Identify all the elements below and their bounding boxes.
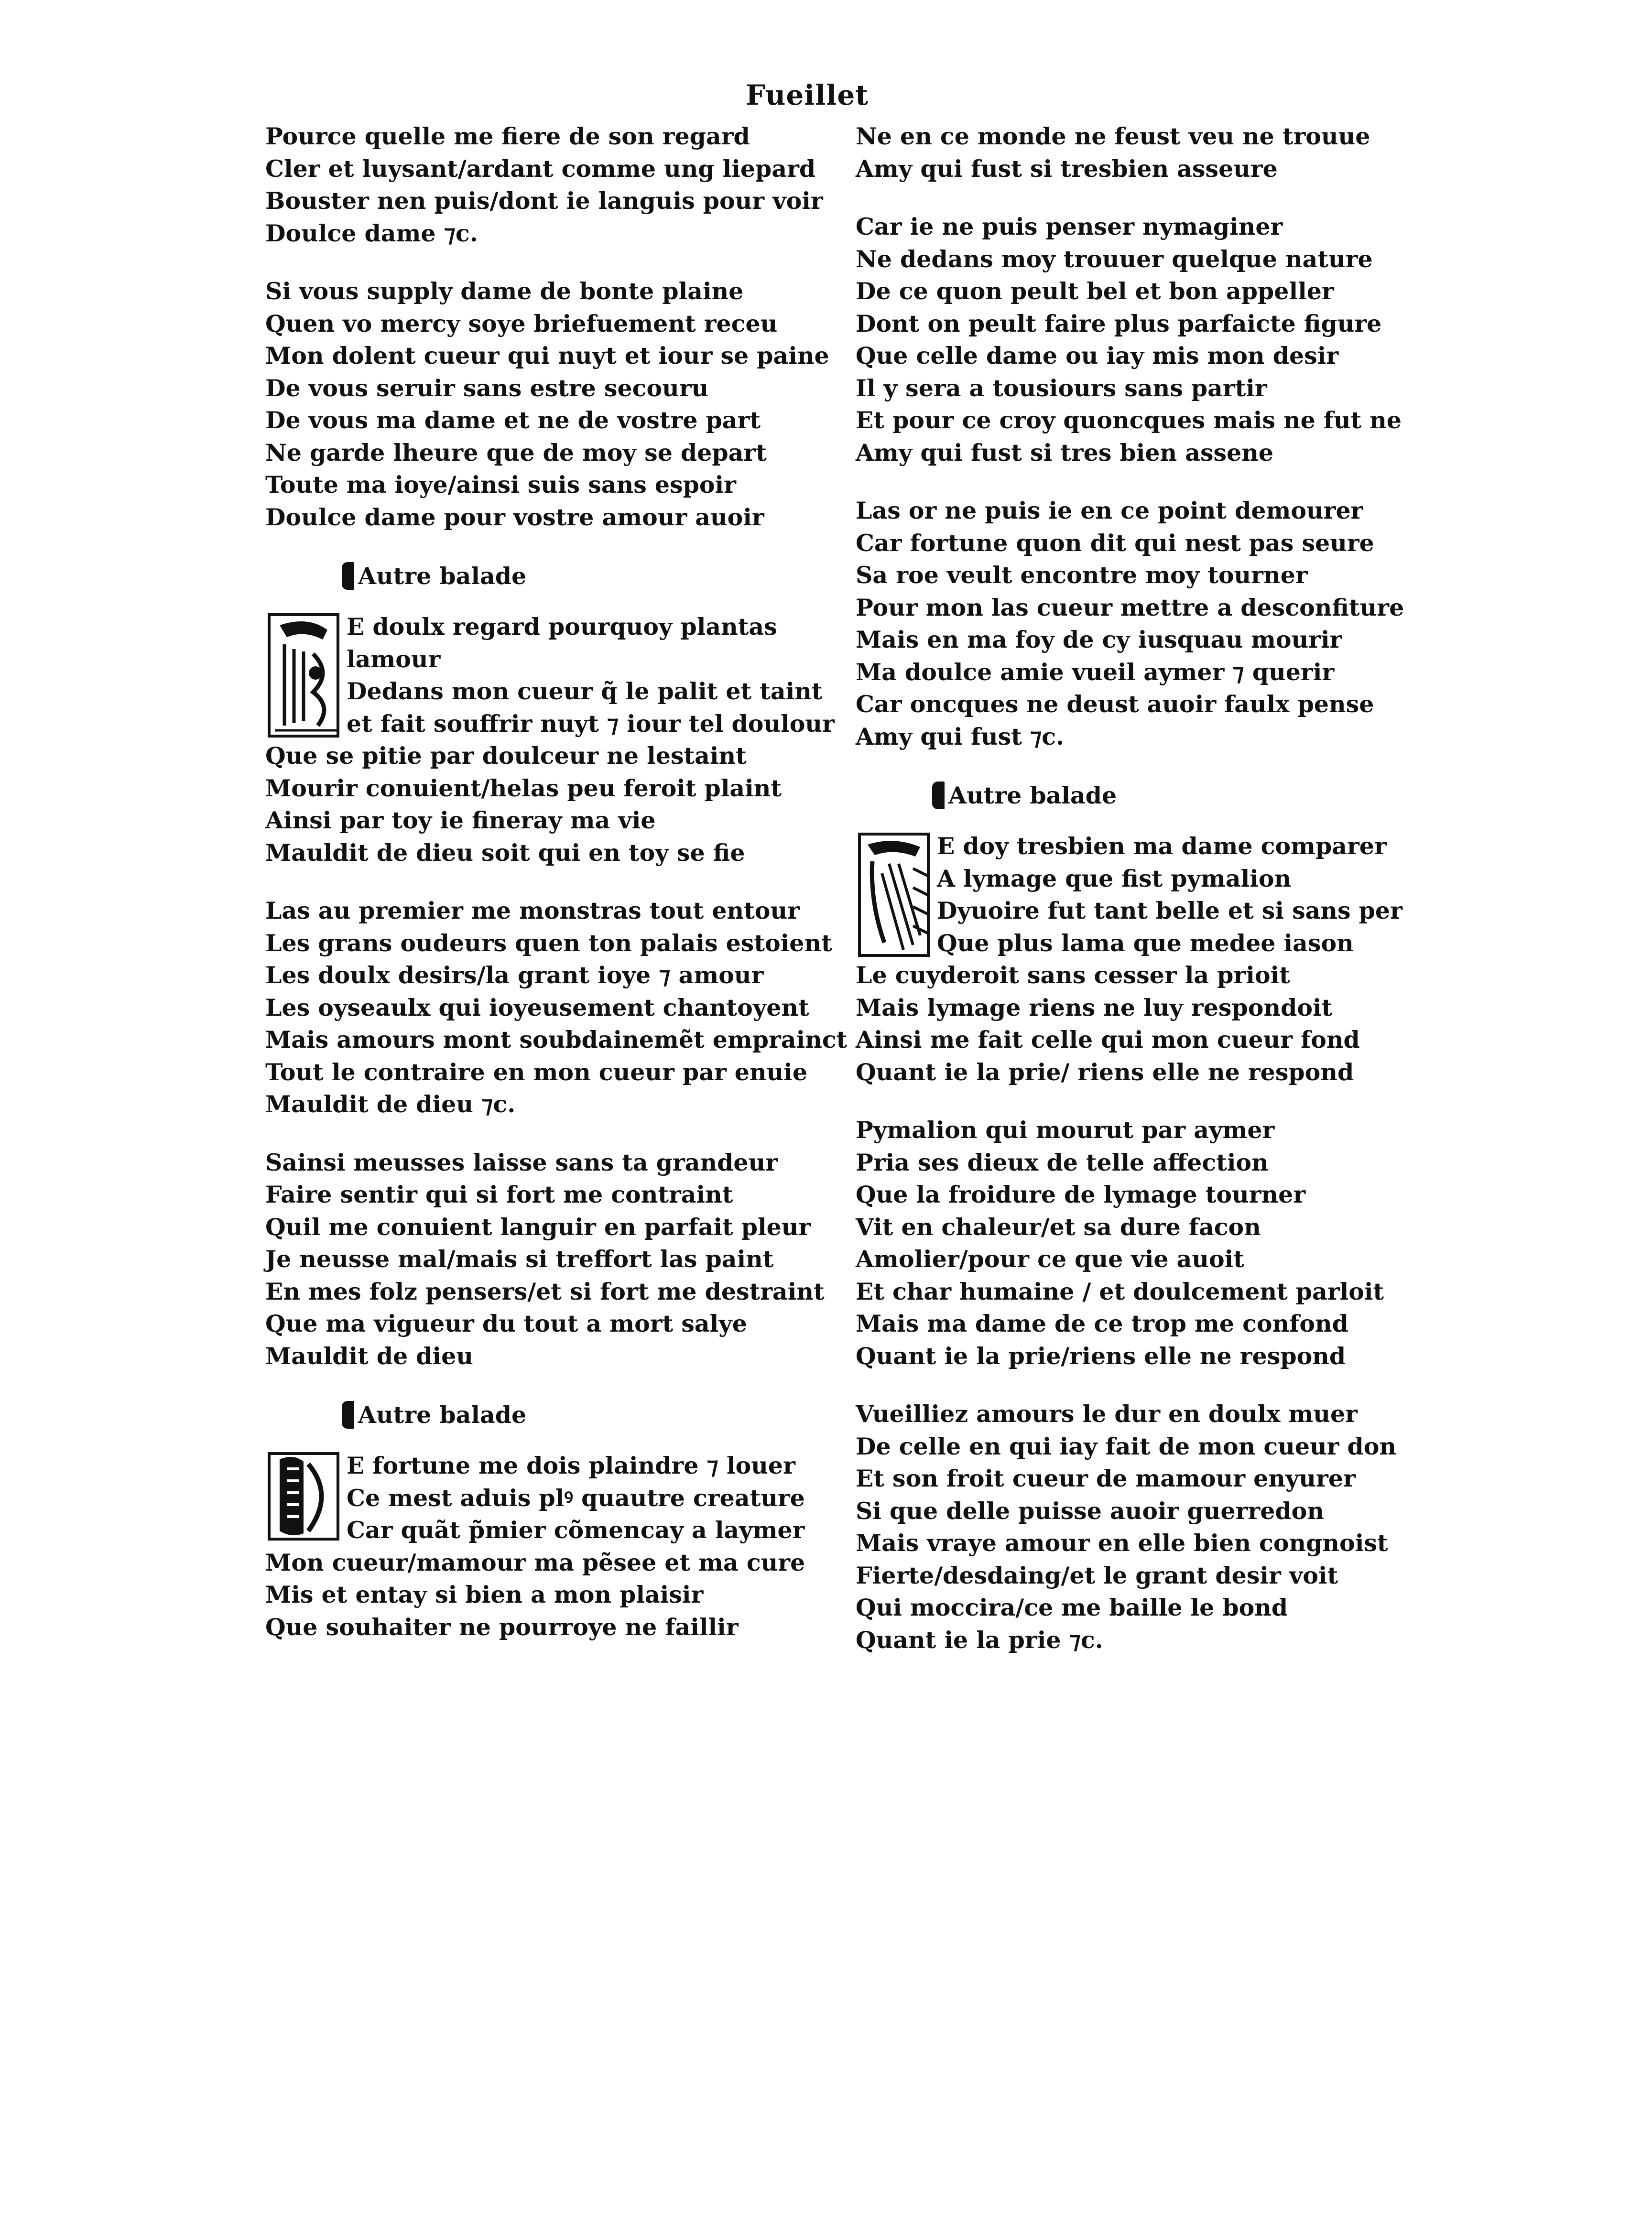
verse-line: Les grans oudeurs quen ton palais estoient — [265, 929, 832, 957]
verse-line: Ainsi me fait celle qui mon cueur fond — [856, 1026, 1360, 1053]
left-ballad-2 — [265, 1450, 829, 1643]
verse-line: Toute ma ioye/ainsi suis sans espoir — [265, 471, 736, 499]
pilcrow-icon — [932, 782, 945, 809]
verse-line: Les doulx desirs/la grant ioye ⁊ amour — [265, 961, 764, 989]
initial-block — [265, 611, 835, 740]
decorated-initial-icon — [265, 1450, 342, 1543]
verse-line: Car ie ne puis penser nymaginer — [856, 213, 1283, 240]
verse-line: Faire sentir qui si fort me contraint — [265, 1181, 733, 1208]
left-stanza-1 — [265, 120, 829, 250]
verse-line: Ma doulce amie vueil aymer ⁊ querir — [856, 658, 1335, 686]
left-stanza-5 — [265, 1147, 829, 1373]
verse-line: E fortune me dois plaindre ⁊ louer — [347, 1452, 795, 1479]
initial-block — [265, 1450, 829, 1547]
verse-line: Les oyseaulx qui ioyeusement chantoyent — [265, 993, 809, 1021]
verse-line: Quant ie la prie ⁊c. — [856, 1626, 1103, 1654]
verse-line: Pour mon las cueur mettre a desconfiture — [856, 593, 1404, 621]
verse-line: Mauldit de dieu soit qui en toy se fie — [265, 838, 745, 867]
verse-line: De celle en qui iay fait de mon cueur don — [856, 1432, 1397, 1460]
verse-line: De vous seruir sans estre secouru — [265, 374, 709, 402]
verse-line: Amy qui fust ⁊c. — [856, 722, 1065, 750]
verse-line: Mourir conuient/helas peu feroit plaint — [265, 774, 782, 802]
verse-line: Sa roe veult encontre moy tourner — [856, 561, 1308, 589]
verse-line: Si que delle puisse auoir guerredon — [856, 1497, 1324, 1525]
verse-line: Quant ie la prie/riens elle ne respond — [856, 1342, 1346, 1370]
right-stanza-1 — [856, 120, 1420, 185]
verse-line: Si vous supply dame de bonte plaine — [265, 277, 744, 305]
pilcrow-icon — [342, 562, 354, 590]
verse-line: En mes folz pensers/et si fort me destraint — [265, 1277, 825, 1305]
initial-block — [856, 830, 1420, 959]
right-stanza-2 — [856, 211, 1420, 469]
verse-line: Mon cueur/mamour ma pẽsee et ma cure — [265, 1548, 805, 1576]
verse-line: Ne garde lheure que de moy se depart — [265, 438, 767, 467]
left-stanza-2 — [265, 275, 829, 533]
verse-line: Pymalion qui mourut par aymer — [856, 1116, 1275, 1144]
verse-line: Mis et entay si bien a mon plaisir — [265, 1581, 704, 1608]
verse-line: Amy qui fust si tresbien asseure — [856, 154, 1278, 183]
verse-line: Mais amours mont soubdainemẽt emprainct — [265, 1026, 848, 1053]
verse-line: Car fortune quon dit qui nest pas seure — [856, 529, 1374, 557]
right-stanza-5 — [856, 1114, 1420, 1372]
right-stanza-3 — [856, 495, 1420, 753]
verse-line: Las or ne puis ie en ce point demourer — [856, 497, 1363, 524]
verse-line: Vueilliez amours le dur en doulx muer — [856, 1400, 1358, 1428]
verse-line: Je neusse mal/mais si treffort las paint — [265, 1245, 774, 1273]
verse-line: Que plus lama que medee iason — [937, 929, 1354, 957]
left-ballad-1 — [265, 611, 835, 869]
verse-line: Amolier/pour ce que vie auoit — [856, 1245, 1244, 1273]
verse-line: Mauldit de dieu — [265, 1342, 473, 1370]
decorated-initial-icon — [856, 830, 932, 959]
verse-line: Doulce dame ⁊c. — [265, 219, 478, 247]
pilcrow-icon — [342, 1401, 354, 1429]
verse-line: Dont on peult faire plus parfaicte figure — [856, 309, 1382, 337]
verse-line: Ce mest aduis plꝰ quautre creature — [347, 1484, 805, 1512]
verse-line: Quen vo mercy soye briefuement receu — [265, 309, 778, 337]
verse-line: Et pour ce croy quoncques mais ne fut ne — [856, 406, 1402, 434]
verse-line: Tout le contraire en mon cueur par enuie — [265, 1058, 808, 1086]
verse-line: Et son froit cueur de mamour enyurer — [856, 1465, 1356, 1492]
verse-line: Las au premier me monstras tout entour — [265, 897, 800, 924]
verse-line: E doy tresbien ma dame comparer — [937, 832, 1387, 860]
left-stanza-4 — [265, 895, 848, 1121]
verse-line: Sainsi meusses laisse sans ta grandeur — [265, 1148, 778, 1176]
verse-line: Ne en ce monde ne feust veu ne trouue — [856, 122, 1370, 150]
verse-line: Qui moccira/ce me baille le bond — [856, 1594, 1288, 1621]
section-heading-1: Autre balade — [342, 559, 829, 593]
verse-line: Amy qui fust si tres bien assene — [856, 438, 1274, 467]
verse-line: Mais en ma foy de cy iusquau mourir — [856, 626, 1342, 653]
verse-line: Ne dedans moy trouuer quelque nature — [856, 245, 1373, 273]
verse-line: Car quãt p̃mier cõmencay a laymer — [347, 1516, 805, 1544]
verse-line: Mais vraye amour en elle bien congnoist — [856, 1529, 1388, 1557]
verse-line: Mauldit de dieu ⁊c. — [265, 1090, 516, 1118]
section-heading-3: Autre balade — [932, 779, 1420, 812]
verse-line: Quil me conuient languir en parfait pleur — [265, 1213, 811, 1241]
verse-line: lamour — [347, 645, 441, 673]
verse-line: De ce quon peult bel et bon appeller — [856, 277, 1334, 305]
right-ballad-3 — [856, 830, 1420, 1088]
verse-line: Bouster nen puis/dont ie languis pour voir — [265, 187, 823, 215]
folio-header: Fueillet — [746, 79, 869, 111]
verse-line: Et char humaine / et doulcement parloit — [856, 1277, 1384, 1305]
verse-line: A lymage que fist pymalion — [937, 864, 1292, 892]
verse-line: Il y sera a tousiours sans partir — [856, 374, 1267, 402]
left-column — [265, 120, 848, 1669]
verse-line: Que celle dame ou iay mis mon desir — [856, 342, 1339, 369]
verse-line: E doulx regard pourquoy plantas — [347, 613, 777, 640]
verse-line: Pria ses dieux de telle affection — [856, 1148, 1269, 1176]
decorated-initial-icon — [265, 611, 342, 740]
verse-line: Ainsi par toy ie fineray ma vie — [265, 806, 656, 834]
verse-line: Mais ma dame de ce trop me confond — [856, 1310, 1348, 1337]
right-column — [856, 120, 1420, 1682]
verse-line: Fierte/desdaing/et le grant desir voit — [856, 1561, 1338, 1589]
verse-line: Quant ie la prie/ riens elle ne respond — [856, 1058, 1354, 1086]
verse-line: Que se pitie par doulceur ne lestaint — [265, 742, 747, 770]
verse-line: Mais lymage riens ne luy respondoit — [856, 993, 1333, 1021]
verse-line: Cler et luysant/ardant comme ung liepard — [265, 154, 816, 183]
verse-line: Dedans mon cueur q̃ le palit et taint — [347, 677, 823, 705]
verse-line: Doulce dame pour vostre amour auoir — [265, 503, 764, 531]
verse-line: Pource quelle me fiere de son regard — [265, 122, 750, 150]
verse-line: Car oncques ne deust auoir faulx pense — [856, 690, 1374, 718]
verse-line: et fait souffrir nuyt ⁊ iour tel doulour — [347, 709, 835, 738]
verse-line: Que souhaiter ne pourroye ne faillir — [265, 1613, 739, 1641]
verse-line: Le cuyderoit sans cesser la prioit — [856, 961, 1290, 989]
right-stanza-6 — [856, 1398, 1420, 1656]
verse-line: Dyuoire fut tant belle et si sans per — [937, 897, 1402, 924]
section-heading-2: Autre balade — [342, 1398, 829, 1432]
verse-line: Vit en chaleur/et sa dure facon — [856, 1213, 1261, 1241]
verse-line: De vous ma dame et ne de vostre part — [265, 406, 761, 434]
verse-line: Mon dolent cueur qui nuyt et iour se paine — [265, 342, 829, 369]
verse-line: Que la froidure de lymage tourner — [856, 1181, 1306, 1208]
verse-line: Que ma vigueur du tout a mort salye — [265, 1310, 747, 1337]
